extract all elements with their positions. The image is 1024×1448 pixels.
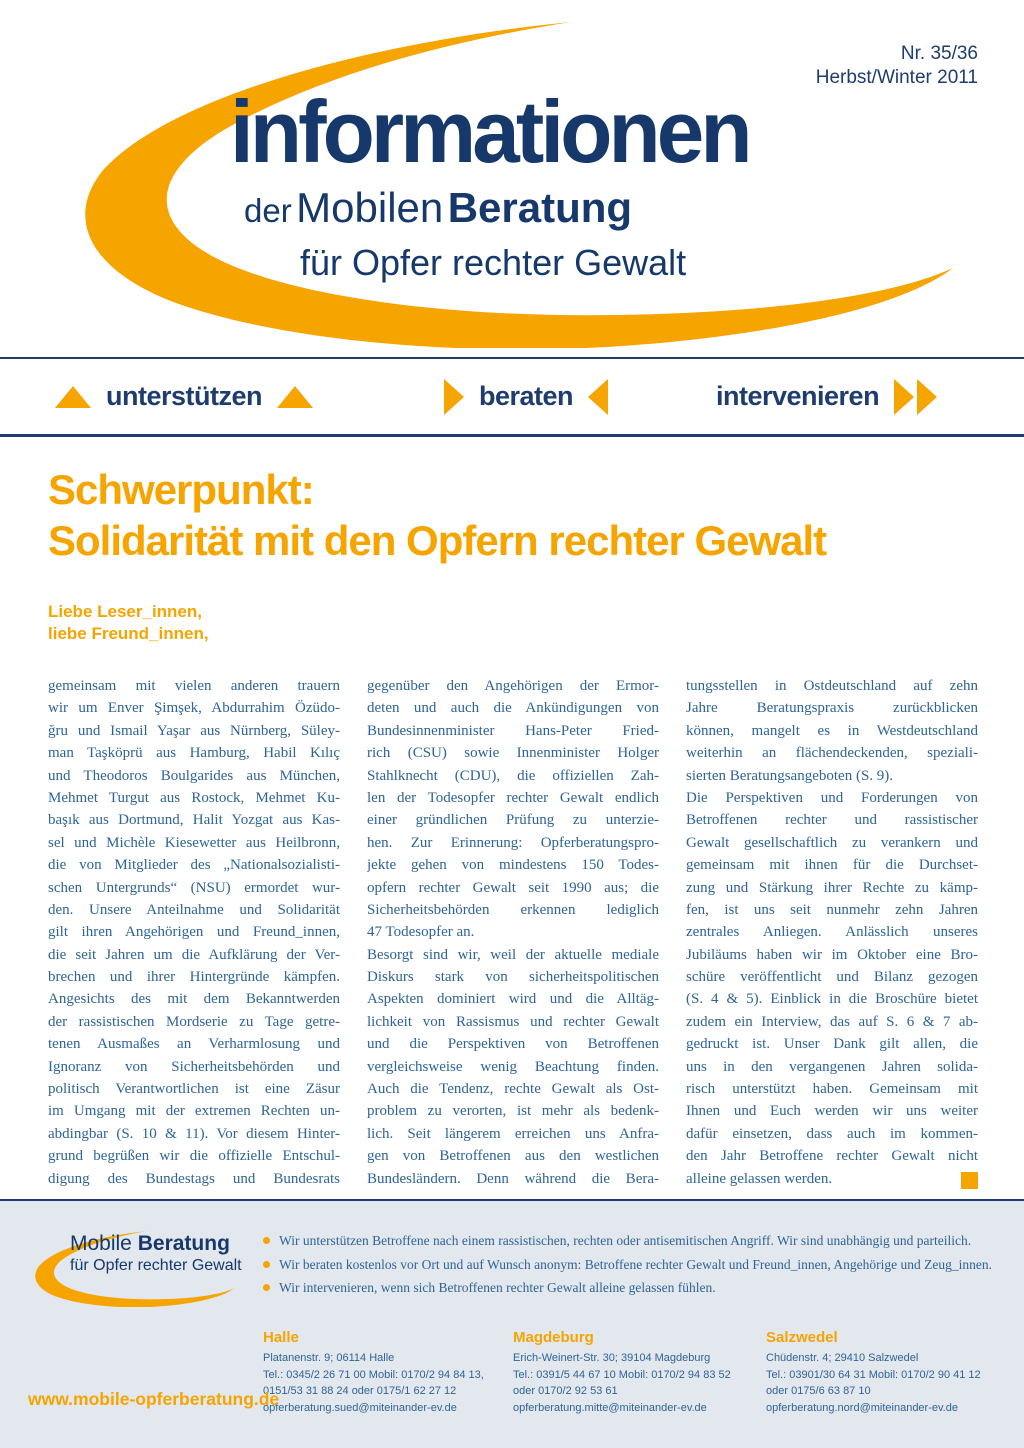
contact-city: Magdeburg xyxy=(513,1329,594,1346)
article-column-2 xyxy=(367,678,659,1193)
article-line: jekte gehen von mindestens 150 Todes- xyxy=(367,857,659,874)
article-line: Die Perspektiven und Forderungen von xyxy=(686,789,978,806)
contact-email[interactable]: opferberatung.nord@miteinander-ev.de xyxy=(766,1401,958,1414)
article-line: Gewalt gesellschaftlich zu verankern und xyxy=(686,834,978,851)
end-of-article-marker xyxy=(961,1172,978,1189)
article-line: uns in den vergangenen Jahren solida- xyxy=(686,1058,978,1075)
article-line: gen von Betroffenen aus den westlichen xyxy=(367,1148,659,1165)
article-line: grund begrüßen wir die offizielle Entschul- xyxy=(48,1148,340,1165)
article-line: der rassistischen Mordserie zu Tage getre- xyxy=(48,1013,340,1030)
contact-line: Chüdenstr. 4; 29410 Salzwedel xyxy=(766,1352,919,1364)
article-line: vergleichsweise wenig Beachtung finden. xyxy=(367,1058,659,1075)
article-line: schüre veröffentlicht und Bilanz gezogen xyxy=(686,969,978,986)
article-column-3 xyxy=(686,678,978,1193)
contact-email[interactable]: opferberatung.sued@miteinander-ev.de xyxy=(263,1401,457,1414)
article-line: len der Todesopfer rechter Gewalt endlich xyxy=(367,789,659,806)
headline-line-1: Schwerpunkt: xyxy=(48,466,314,513)
article-line: schen Untergrunds“ (NSU) ermordet wur- xyxy=(48,879,340,896)
contact-column-salzwedel xyxy=(766,1329,1006,1416)
up-triangle-icon xyxy=(277,386,313,408)
article-line: tenen Ausmaßes an Verharmlosung und xyxy=(48,1036,340,1053)
contact-line: Erich-Weinert-Str. 30; 39104 Magdeburg xyxy=(513,1352,711,1364)
article-line: man Taşköprü aus Hamburg, Habil Kılıç xyxy=(48,745,340,762)
article-line: wir um Enver Şimşek, Abdurrahim Özüdo- xyxy=(48,700,340,717)
salutation-line-2: liebe Freund_innen, xyxy=(48,624,209,643)
masthead-subtitle-1 xyxy=(244,184,765,232)
nav-item-intervenieren xyxy=(716,359,937,434)
article-line: und die Perspektiven von Betroffenen xyxy=(367,1036,659,1053)
mission-bullet xyxy=(263,1253,992,1277)
header-divider-bottom xyxy=(0,434,1024,437)
nav-band xyxy=(0,359,1024,434)
article-line: politisch Verantwortlichen ist eine Zäsur xyxy=(48,1081,340,1098)
article-line: opfern rechter Gewalt seit 1990 aus; die xyxy=(367,879,659,896)
article-line: Bundesländern. Denn während die Bera- xyxy=(367,1170,659,1187)
article-line: Bundesinnenminister Hans-Peter Fried- xyxy=(367,722,659,739)
footer-logo-beratung: Beratung xyxy=(137,1232,230,1255)
footer xyxy=(0,1201,1024,1448)
contact-line: Platanenstr. 9; 06114 Halle xyxy=(263,1352,395,1364)
article-line: Betroffenen rechter und rassistischer xyxy=(686,812,978,829)
article-line: alleine gelassen werden. xyxy=(686,1171,978,1193)
mission-bullet-text: Wir unterstützen Betroffene nach einem rassistischen, rechten oder antisemitischen Angriff. Wir sind unabhängig und parteilich. xyxy=(279,1233,972,1248)
nav-item-beraten xyxy=(444,359,608,434)
contact-columns xyxy=(263,1329,1006,1416)
masthead-beratung: Beratung xyxy=(447,184,633,231)
article-line: lichkeit von Rassismus und rechter Gewalt xyxy=(367,1013,659,1030)
contact-line: oder 0170/2 92 53 61 xyxy=(513,1385,618,1397)
footer-logo-mobile: Mobile xyxy=(70,1232,132,1255)
article-line: im Umgang mit der extremen Rechten un- xyxy=(48,1103,340,1120)
masthead-subtitle-2: für Opfer rechter Gewalt xyxy=(300,242,687,283)
bullet-dot-icon xyxy=(263,1284,270,1291)
nav-label-unterstuetzen: unterstützen xyxy=(106,381,262,411)
issue-number: Nr. 35/36 xyxy=(900,43,978,64)
contact-city: Salzwedel xyxy=(766,1329,838,1346)
nav-label-beraten: beraten xyxy=(479,381,574,411)
article-line: dafür einsetzen, dass auch im kommen- xyxy=(686,1125,978,1142)
right-triangle-icon xyxy=(444,379,464,415)
footer-logo-text xyxy=(70,1232,242,1275)
masthead-mobilen: Mobilen xyxy=(296,184,444,231)
bullet-dot-icon xyxy=(263,1237,270,1244)
mission-bullet xyxy=(263,1276,992,1300)
mission-bullet xyxy=(263,1229,992,1253)
article-line: fen, ist uns seit nunmehr zehn Jahren xyxy=(686,901,978,918)
article-line: den. Unsere Anteilnahme und Solidarität xyxy=(48,901,340,918)
article-line: und Theodoros Boulgarides aus München, xyxy=(48,767,340,784)
footer-logo-line-2: für Opfer rechter Gewalt xyxy=(70,1257,242,1274)
issue-info xyxy=(816,42,978,90)
article-line: 47 Todesopfer an. xyxy=(367,924,475,941)
mission-bullet-text: Wir beraten kostenlos vor Ort und auf Wunsch anonym: Betroffene rechter Gewalt und Freund_innen, Angehörige und Zeug_innen. xyxy=(279,1256,992,1272)
article-line: problem zu verorten, ist mehr als bedenk- xyxy=(367,1103,659,1120)
article-line: Mehmet Turgut aus Rostock, Mehmet Ku- xyxy=(48,789,340,806)
salutation-line-1: Liebe Leser_innen, xyxy=(48,602,202,621)
contact-line: 0151/53 31 88 24 oder 0175/1 62 27 12 xyxy=(263,1385,457,1397)
footer-logo-line-1 xyxy=(70,1232,242,1256)
masthead xyxy=(230,84,765,284)
article-column-1 xyxy=(48,678,340,1193)
contact-line: Tel.: 0345/2 26 71 00 Mobil: 0170/2 94 84 13, xyxy=(263,1368,484,1381)
website-link[interactable]: www.mobile-opferberatung.de xyxy=(28,1389,280,1409)
issue-season: Herbst/Winter 2011 xyxy=(815,67,978,88)
bullet-dot-icon xyxy=(263,1261,270,1268)
article-headline xyxy=(48,464,826,566)
right-triangle-icon xyxy=(917,379,937,415)
article-line: zudem ein Interview, das auf S. 6 & 7 ab- xyxy=(686,1013,978,1030)
article-line: Besorgt sind wir, weil der aktuelle mediale xyxy=(367,946,659,963)
article-line: Stahlknecht (CDU), die offiziellen Zah- xyxy=(367,767,659,784)
article-line: die von Mitglieder des „Nationalsozialisti- xyxy=(48,857,340,874)
article-line: gedruckt ist. Unser Dank gilt allen, die xyxy=(686,1036,978,1053)
article-line: sel und Michèle Kiesewetter aus Heilbronn, xyxy=(48,834,340,851)
article-line: Ihnen und Euch werden wir uns weiter xyxy=(686,1103,978,1120)
left-triangle-icon xyxy=(588,379,608,415)
contact-column-magdeburg xyxy=(513,1329,766,1416)
article-line: zung und Stärkung ihrer Rechte zu kämp- xyxy=(686,879,978,896)
article-line: gegenüber den Angehörigen der Ermor- xyxy=(367,678,659,694)
double-right-triangle-icon xyxy=(894,379,937,415)
right-triangle-icon xyxy=(894,379,914,415)
article-line: hen. Zur Erinnerung: Opferberatungspro- xyxy=(367,834,659,851)
article-line: Jubiläums haben wir im Oktober eine Bro- xyxy=(686,946,978,963)
article-line: gilt ihren Angehörigen und Freund_innen, xyxy=(48,924,340,941)
article-line: einer gründlichen Prüfung zu unterzie- xyxy=(367,812,659,829)
article-line: gemeinsam mit ihnen für die Durchset- xyxy=(686,857,978,874)
contact-email[interactable]: opferberatung.mitte@miteinander-ev.de xyxy=(513,1401,707,1414)
nav-item-unterstuetzen xyxy=(55,359,313,434)
masthead-title: informationen xyxy=(230,82,749,181)
contact-column-halle xyxy=(263,1329,513,1416)
article-line: Sicherheitsbehörden erkennen lediglich xyxy=(367,901,659,918)
masthead-der: der xyxy=(244,192,292,229)
article-line: zentrales Anliegen. Anlässlich unseres xyxy=(686,924,978,941)
article-line: Angesichts des mit dem Bekanntwerden xyxy=(48,991,340,1008)
article-line: die seit Jahren um die Aufklärung der Ver- xyxy=(48,946,340,963)
article-line: risch unterstützt haben. Gemeinsam mit xyxy=(686,1081,978,1098)
article-line: weiterhin an flächendeckenden, speziali- xyxy=(686,745,978,762)
article-line: lich. Seit längerem erreichen uns Anfra- xyxy=(367,1125,659,1142)
mission-bullet-list xyxy=(263,1229,992,1300)
nav-label-intervenieren: intervenieren xyxy=(716,381,880,411)
mission-bullet-text: Wir intervenieren, wenn sich Betroffenen rechter Gewalt alleine gelassen fühlen. xyxy=(279,1280,716,1295)
contact-city: Halle xyxy=(263,1329,299,1346)
salutation xyxy=(48,601,209,645)
contact-line: oder 0175/6 63 87 10 xyxy=(766,1385,871,1397)
article-line: ğru und Ismail Yaşar aus Nürnberg, Süley- xyxy=(48,722,340,739)
article-line: Jahre Beratungspraxis zurückblicken xyxy=(686,700,978,717)
contact-line: Tel.: 0391/5 44 67 10 Mobil: 0170/2 94 83 52 xyxy=(513,1368,731,1381)
article-line: başık aus Dortmund, Halit Yozgat aus Kas- xyxy=(48,812,340,829)
up-triangle-icon xyxy=(55,386,91,408)
article-line: Auch die Tendenz, rechte Gewalt als Ost- xyxy=(367,1081,659,1098)
article-line: rich (CSU) sowie Innenminister Holger xyxy=(367,745,659,762)
article-line: sierten Beratungsangeboten (S. 9). xyxy=(686,767,894,784)
article-line: können, mangelt es in Westdeutschland xyxy=(686,722,978,739)
headline-line-2: Solidarität mit den Opfern rechter Gewalt xyxy=(48,517,827,564)
article-line: gemeinsam mit vielen anderen trauern xyxy=(48,678,340,694)
article-line: brechen und ihrer Hintergründe kämpfen. xyxy=(48,969,340,986)
article-line: den Jahr Betroffene rechter Gewalt nicht xyxy=(686,1148,978,1165)
article-line: Ignoranz von Sicherheitsbehörden und xyxy=(48,1058,340,1075)
article-body xyxy=(48,678,978,1193)
article-line: deten und auch die Ankündigungen von xyxy=(367,700,659,717)
article-line: Aspekten dominiert wird und die Alltäg- xyxy=(367,991,659,1008)
article-line: digung des Bundestags und Bundesrats xyxy=(48,1170,340,1187)
article-line: tungsstellen in Ostdeutschland auf zehn xyxy=(686,678,978,694)
article-line: (S. 4 & 5). Einblick in die Broschüre bietet xyxy=(686,991,978,1008)
article-line: Diskurs stark von sicherheitspolitischen xyxy=(367,969,659,986)
contact-line: Tel.: 03901/30 64 31 Mobil: 0170/2 90 41 12 xyxy=(766,1368,981,1381)
article-line: abdingbar (S. 10 & 11). Vor diesem Hinter- xyxy=(48,1125,340,1142)
